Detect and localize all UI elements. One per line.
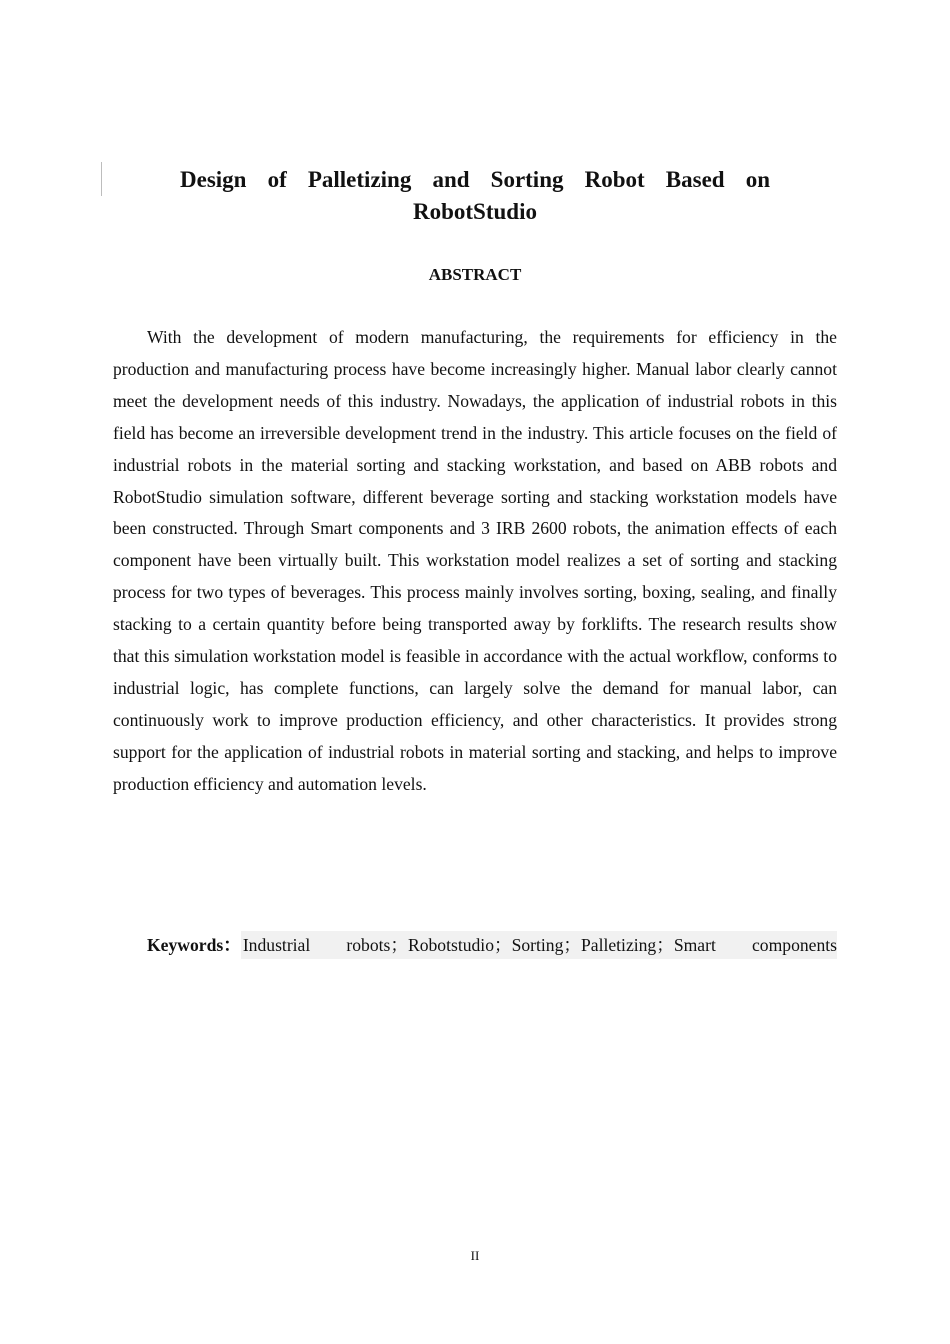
document-title: Design of Palletizing and Sorting Robot Based on RobotStudio <box>180 167 770 224</box>
abstract-heading: ABSTRACT <box>428 265 522 284</box>
margin-marker <box>101 162 102 196</box>
keywords-line <box>147 931 837 959</box>
abstract-body: With the development of modern manufacturing, the requirements for efficiency in the production and manufacturing process have become increasingly higher. Manual labor clearly cannot meet the development needs of this industry. Nowadays, the application of industrial robots in this field has become an irreversible development trend in the industry. This article focuses on the field of industrial robots in the material sorting and stacking workstation, and based on ABB robots and RobotStudio simulation software, different beverage sorting and stacking workstation models have been constructed. Through Smart components and 3 IRB 2600 robots, the animation effects of each component have been virtually built. This workstation model realizes a set of sorting and stacking process for two types of beverages. This process mainly involves sorting, boxing, sealing, and finally stacking to a certain quantity before being transported away by forklifts. The research results show that this simulation workstation model is feasible in accordance with the actual workflow, conforms to industrial logic, has complete functions, can largely solve the demand for manual labor, can continuously work to improve production efficiency, and other characteristics. It provides strong support for the application of industrial robots in material sorting and stacking, and helps to improve production efficiency and automation levels. <box>113 327 837 794</box>
keywords-value: Industrial robots；Robotstudio；Sorting；Palletizing；Smart components <box>241 931 837 959</box>
page-number: II <box>470 1248 480 1263</box>
keywords-label: Keywords： <box>147 935 241 955</box>
